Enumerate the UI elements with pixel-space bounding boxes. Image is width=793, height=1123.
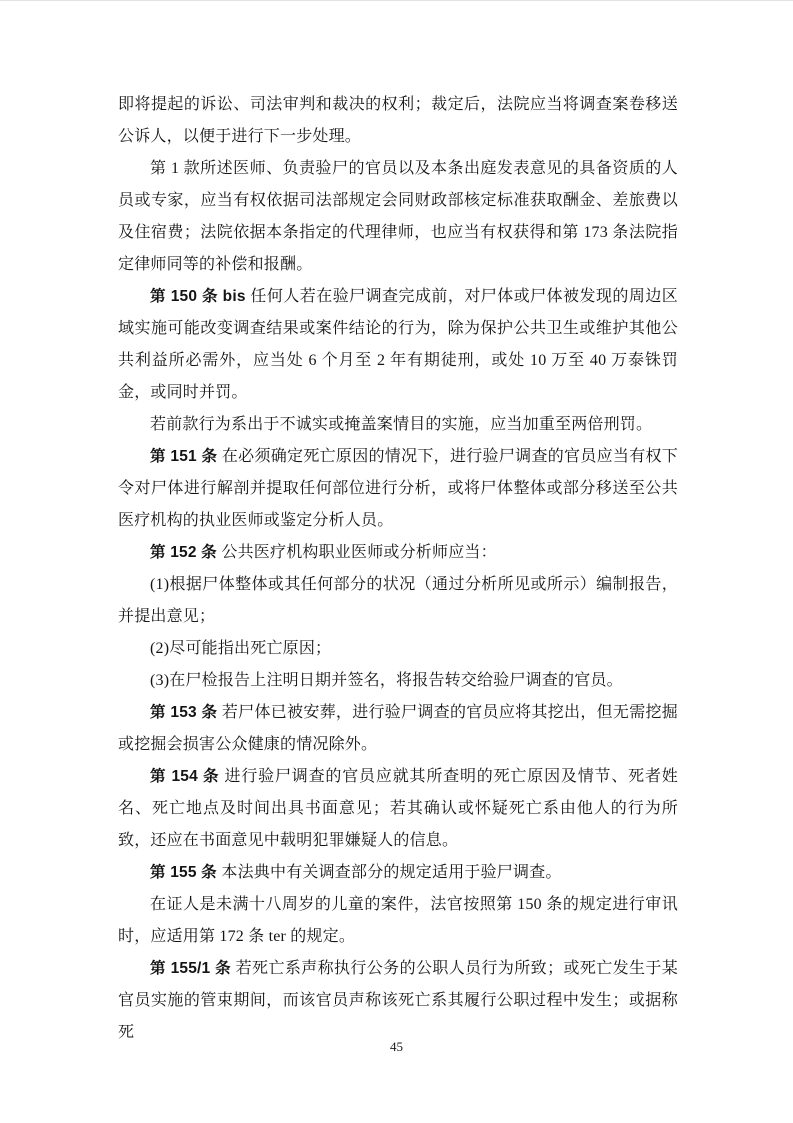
article-number: 第 154 条 <box>150 768 220 785</box>
paragraph-text: (3)在尸检报告上注明日期并签名，将报告转交给验尸调查的官员。 <box>150 672 623 689</box>
paragraph <box>118 857 678 889</box>
paragraph-text: 若前款行为系出于不诚实或掩盖案情目的实施，应当加重至两倍刑罚。 <box>150 416 653 433</box>
paragraph-text: 公共医疗机构职业医师或分析师应当： <box>221 544 497 561</box>
paragraph <box>118 761 678 857</box>
article-number: 第 153 条 <box>150 704 218 721</box>
paragraph-text: 在必须确定死亡原因的情况下，进行验尸调查的官员应当有权下令对尸体进行解剖并提取任何部位进行分析，或将尸体整体或部分移送至公共医疗机构的执业医师或鉴定分析人员。 <box>118 448 678 529</box>
paragraph-text: 本法典中有关调查部分的规定适用于验尸调查。 <box>221 864 562 881</box>
article-number: 第 155 条 <box>150 864 217 881</box>
article-number: 第 152 条 <box>150 544 217 561</box>
paragraph <box>118 153 678 281</box>
paragraph-text: 第 1 款所述医师、负责验尸的官员以及本条出庭发表意见的具备资质的人员或专家，应当有权依据司法部规定会同财政部核定标准获取酬金、差旅费以及住宿费；法院依据本条指定的代理律师，也应当有权获得和第 173 条法院指定律师同等的补偿和报酬。 <box>118 160 678 273</box>
paragraph-text: 若尸体已被安葬，进行验尸调查的官员应将其挖出，但无需挖掘或挖掘会损害公众健康的情况除外。 <box>118 704 678 753</box>
paragraph-text: 即将提起的诉讼、司法审判和裁决的权利；裁定后，法院应当将调查案卷移送公诉人，以便于进行下一步处理。 <box>118 96 678 145</box>
paragraph-text: (1)根据尸体整体或其任何部分的状况（通过分析所见或所示）编制报告，并提出意见； <box>118 576 678 625</box>
article-number: 第 150 条 bis <box>150 288 246 305</box>
paragraph-text: 若死亡系声称执行公务的公职人员行为所致；或死亡发生于某官员实施的管束期间，而该官员声称该死亡系其履行公职过程中发生；或据称死 <box>118 960 679 1041</box>
paragraph <box>118 409 678 441</box>
paragraph-text: 在证人是未满十八周岁的儿童的案件，法官按照第 150 条的规定进行审讯时，应适用第 172 条 ter 的规定。 <box>118 896 678 945</box>
paragraph-text: 进行验尸调查的官员应就其所查明的死亡原因及情节、死者姓名、死亡地点及时间出具书面意见；若其确认或怀疑死亡系由他人的行为所致，还应在书面意见中载明犯罪嫌疑人的信息。 <box>118 768 679 849</box>
page-number: 45 <box>390 1039 403 1054</box>
paragraph <box>118 889 678 953</box>
paragraph <box>118 537 678 569</box>
paragraph <box>118 665 678 697</box>
paragraph <box>118 569 678 633</box>
paragraph <box>118 633 678 665</box>
document-text-block <box>118 89 678 1049</box>
paragraph <box>118 953 678 1049</box>
paragraph-text: (2)尽可能指出死亡原因； <box>150 640 332 657</box>
paragraph <box>118 441 678 537</box>
paragraph-text: 任何人若在验尸调查完成前，对尸体或尸体被发现的周边区域实施可能改变调查结果或案件结论的行为，除为保护公共卫生或维护其他公共利益所必需外，应当处 6 个月至 2 年有期徒刑，或处 10 万至 40 万泰铢罚金，或同时并罚。 <box>118 288 678 401</box>
article-number: 第 151 条 <box>150 448 218 465</box>
paragraph <box>118 281 678 409</box>
paragraph <box>118 89 678 153</box>
paragraph <box>118 697 678 761</box>
article-number: 第 155/1 条 <box>150 960 231 977</box>
